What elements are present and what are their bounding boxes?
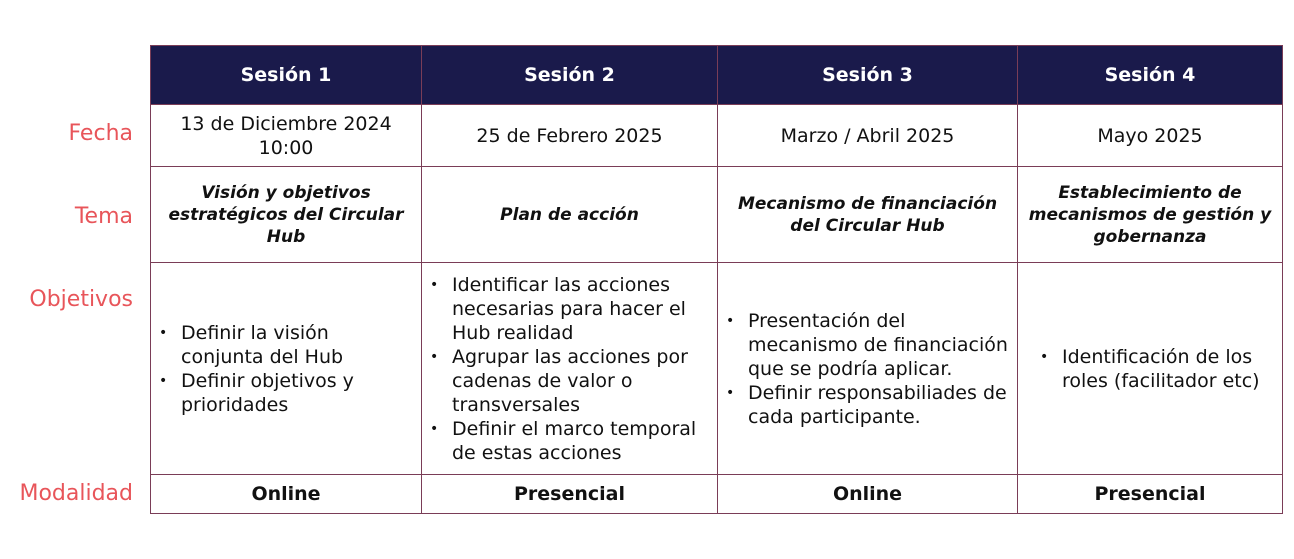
session-3-objetivos [718, 263, 1018, 475]
fecha-row [151, 105, 1283, 167]
tema-row [151, 167, 1283, 263]
objetivo-item: • Definir objetivos y prioridades [181, 369, 415, 417]
session-1-fecha [151, 105, 422, 167]
session-4-tema: Establecimiento de mecanismos de gestión y gobernanza [1018, 167, 1283, 263]
session-1-title: Sesión 1 [151, 46, 422, 105]
session-3-modalidad: Online [718, 475, 1018, 514]
session-3-title: Sesión 3 [718, 46, 1018, 105]
session-2-title: Sesión 2 [422, 46, 718, 105]
session-2-tema: Plan de acción [422, 167, 718, 263]
objetivos-list [1024, 345, 1276, 393]
session-4-title: Sesión 4 [1018, 46, 1283, 105]
modalidad-row [151, 475, 1283, 514]
session-1-fecha-time: 10:00 [258, 136, 314, 159]
session-1-modalidad: Online [151, 475, 422, 514]
objetivo-item: • Identificar las acciones necesarias para hacer el Hub realidad [452, 273, 711, 345]
objetivo-item: • Identificación de los roles (facilitador etc) [1062, 345, 1276, 393]
session-2-modalidad: Presencial [422, 475, 718, 514]
objetivo-item: • Definir el marco temporal de estas acciones [452, 417, 711, 465]
session-1-objetivos [151, 263, 422, 475]
row-label-modalidad: Modalidad [19, 481, 133, 506]
row-label-tema: Tema [74, 204, 133, 229]
objetivos-list [157, 321, 415, 417]
objetivos-list [428, 273, 711, 465]
session-3-fecha: Marzo / Abril 2025 [718, 105, 1018, 167]
session-1-tema: Visión y objetivos estratégicos del Circular Hub [151, 167, 422, 263]
row-label-fecha: Fecha [68, 121, 133, 146]
objetivo-item: • Agrupar las acciones por cadenas de valor o transversales [452, 345, 711, 417]
session-1-fecha-date: 13 de Diciembre 2024 [180, 112, 392, 135]
session-2-objetivos [422, 263, 718, 475]
session-2-fecha: 25 de Febrero 2025 [422, 105, 718, 167]
objetivos-row [151, 263, 1283, 475]
session-4-modalidad: Presencial [1018, 475, 1283, 514]
session-4-fecha: Mayo 2025 [1018, 105, 1283, 167]
objetivos-list [724, 309, 1011, 429]
row-label-objetivos: Objetivos [29, 287, 133, 312]
sessions-table [150, 45, 1283, 514]
session-4-objetivos [1018, 263, 1283, 475]
objetivo-item: • Presentación del mecanismo de financiación que se podría aplicar. [748, 309, 1011, 381]
session-3-tema: Mecanismo de financiación del Circular Hub [718, 167, 1018, 263]
objetivo-item: • Definir responsabiliades de cada participante. [748, 381, 1011, 429]
header-row [151, 46, 1283, 105]
objetivo-item: • Definir la visión conjunta del Hub [181, 321, 415, 369]
